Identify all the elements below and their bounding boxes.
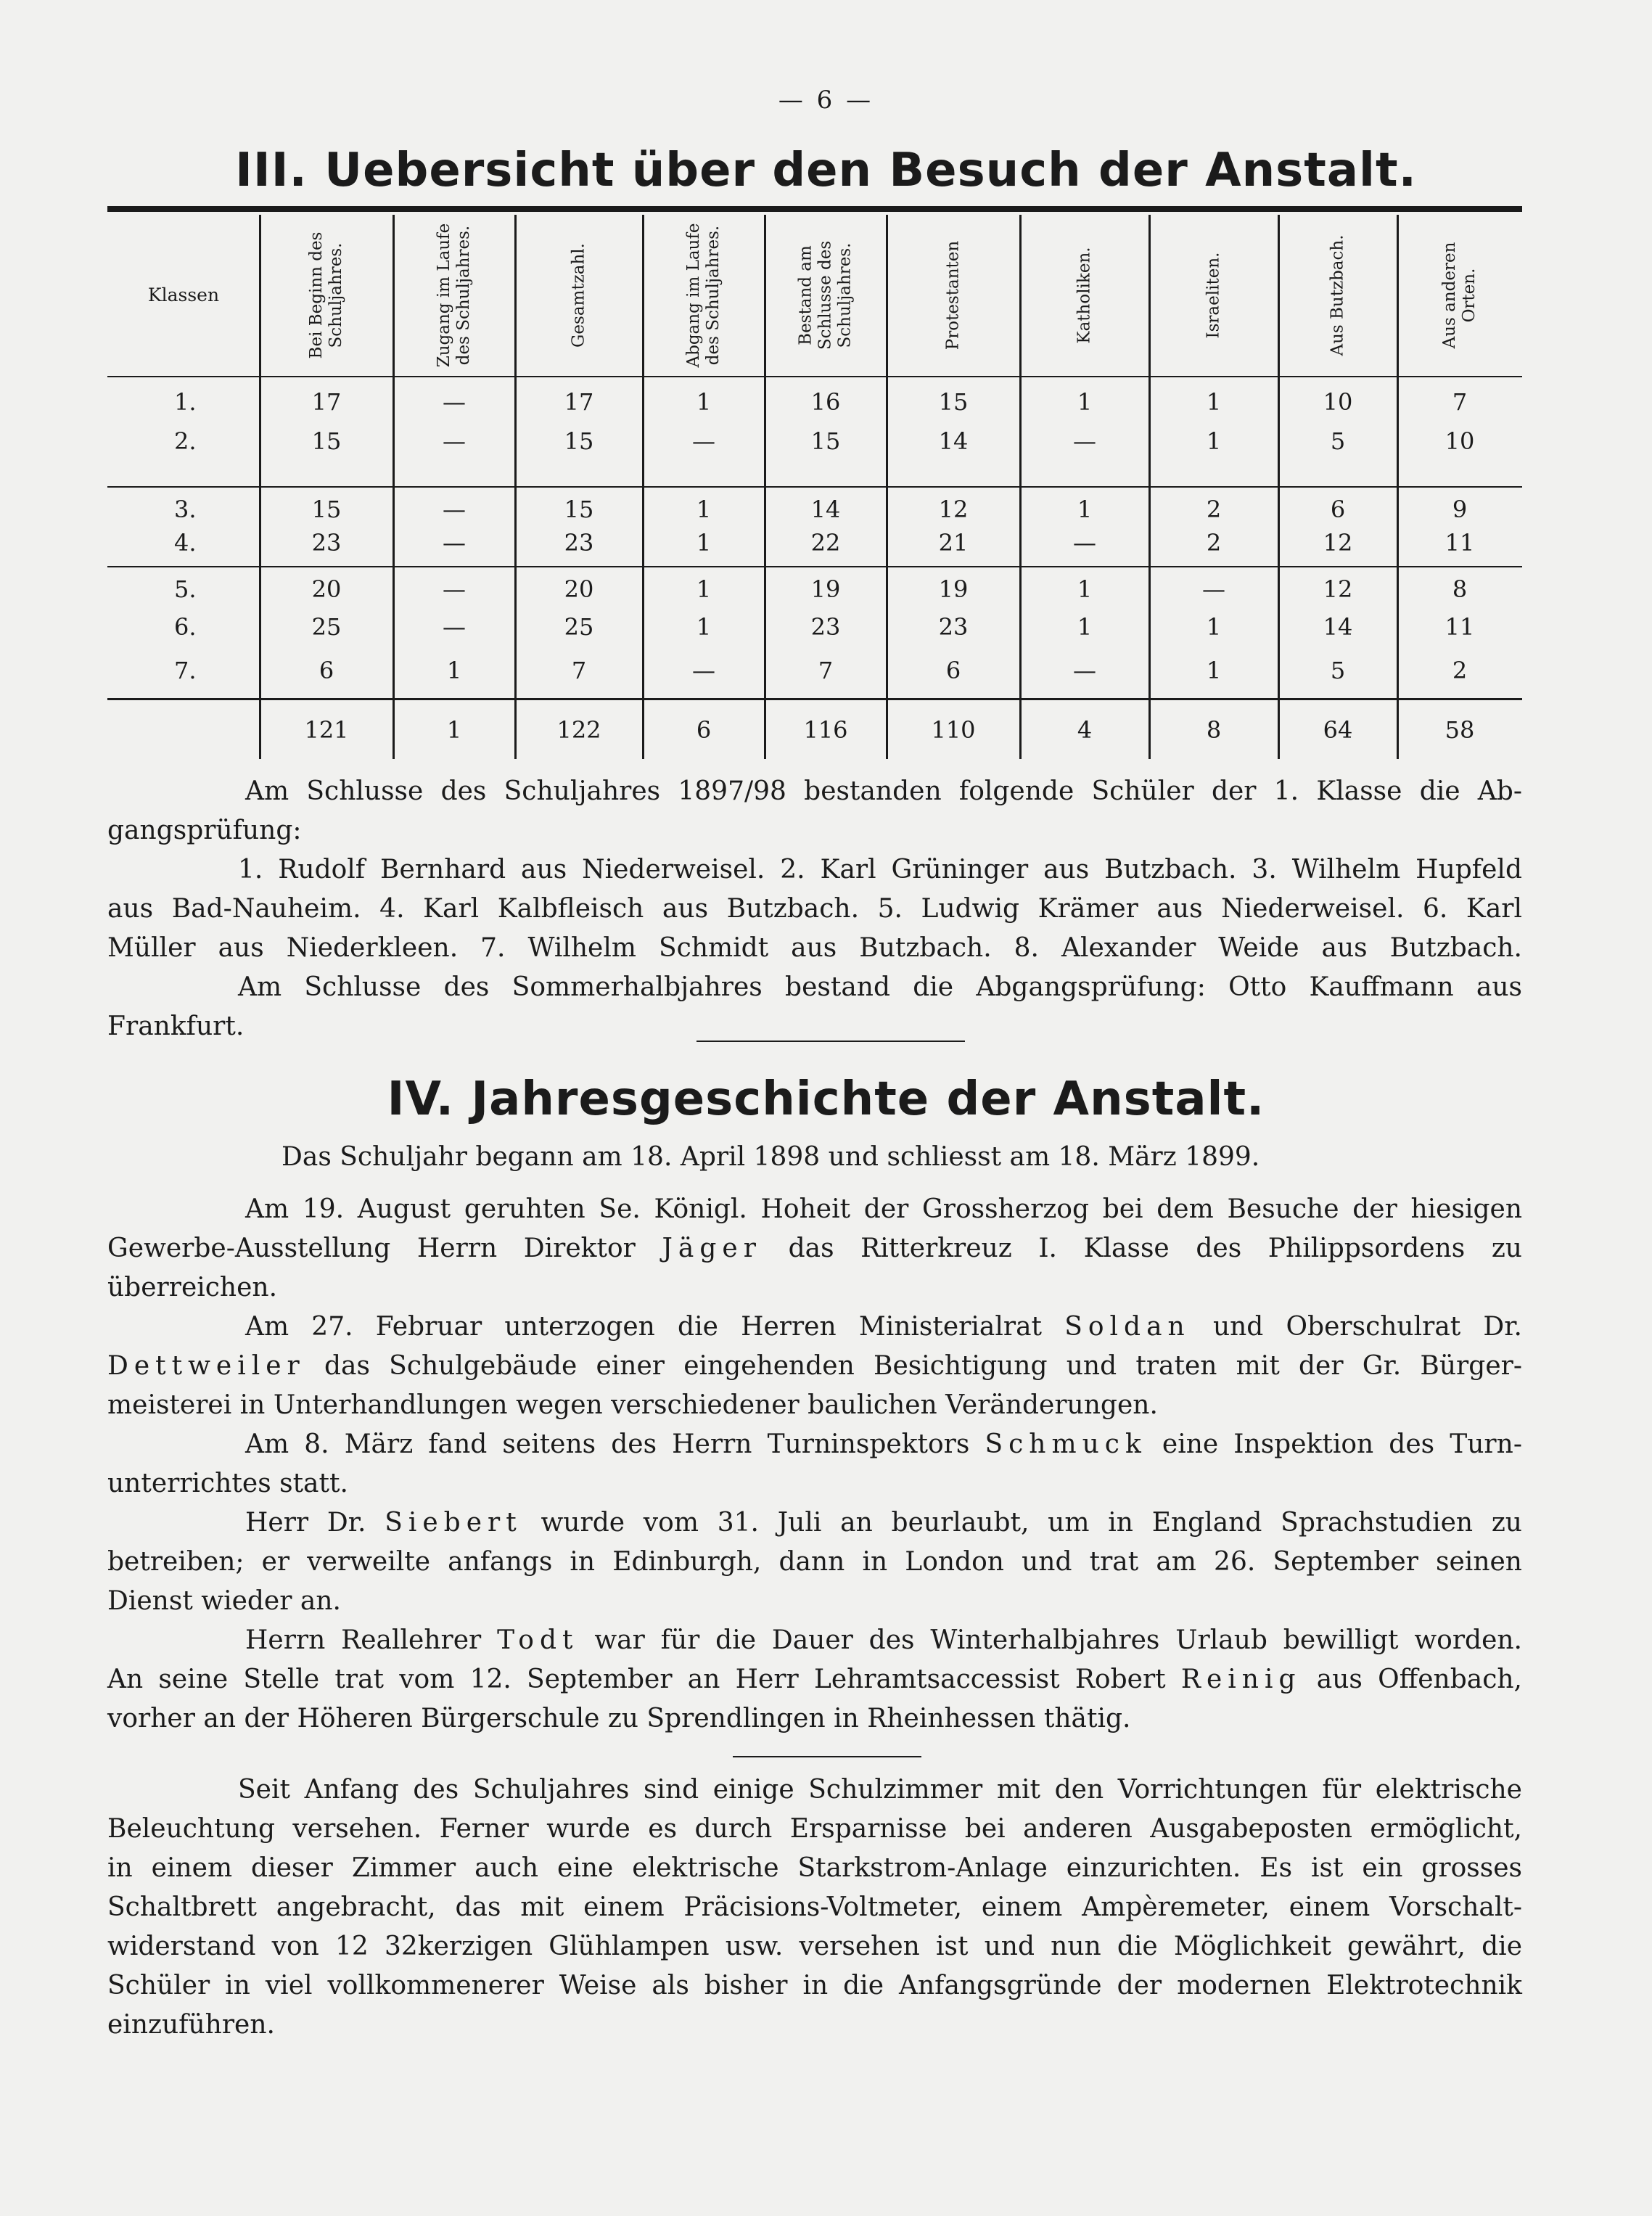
table-cell: 7 — [1452, 388, 1468, 416]
table-cell: — — [692, 427, 715, 455]
history-text: war für die Dauer des Winterhalbjahres Urlaub bewilligt worden. — [594, 1625, 1523, 1655]
table-cell: 9 — [1452, 496, 1468, 523]
table-cell: — — [443, 496, 466, 523]
table-cell: 2 — [1452, 657, 1468, 684]
table-cell: 6 — [319, 657, 334, 684]
table-cell: 15 — [564, 427, 594, 455]
header-total — [515, 215, 643, 376]
exam-paragraph-line: gangsprüfung: — [107, 816, 302, 845]
table-cell: 1 — [1077, 388, 1093, 416]
total-cell: 58 — [1445, 716, 1475, 744]
section-divider — [696, 1041, 965, 1042]
table-cell: 5 — [1330, 657, 1346, 684]
history-text: das Schulgebäude einer eingehenden Besichtigung und traten mit der Gr. Bürger- — [324, 1351, 1522, 1381]
table-cell: 17 — [311, 388, 342, 416]
history-text: Herrn Reallehrer — [245, 1625, 482, 1655]
table-cell: — — [443, 427, 466, 455]
title-rule — [107, 206, 1522, 212]
table-cell: 1 — [1206, 657, 1222, 684]
header-israelites — [1149, 215, 1278, 376]
total-cell: 4 — [1077, 716, 1093, 744]
table-cell: 23 — [311, 529, 342, 557]
table-cell: 15 — [311, 427, 342, 455]
history-line: unterrichtes statt. — [107, 1469, 348, 1498]
header-klassen: Klassen — [147, 284, 220, 305]
table-cell: 12 — [1323, 575, 1353, 603]
table-cell: — — [1202, 575, 1225, 603]
table-cell: 11 — [1445, 613, 1475, 641]
attendance-table — [107, 215, 1522, 760]
table-cell: 1 — [696, 496, 712, 523]
table-cell: 23 — [810, 613, 841, 641]
table-cell: 10 — [1445, 427, 1475, 455]
history-text: Am 27. Februar unterzogen die Herren Ministerialrat — [245, 1312, 1043, 1342]
electrical-line: Seit Anfang des Schuljahres sind einige Schulzimmer mit den Vorrichtungen für elektrische — [238, 1775, 1522, 1805]
history-line: Dienst wieder an. — [107, 1586, 341, 1616]
total-cell: 110 — [931, 716, 976, 744]
page-number: — 6 — — [778, 86, 874, 115]
history-text: An seine Stelle trat vom 12. September an Herr Lehramtsaccessist Robert — [107, 1665, 1166, 1694]
table-cell: 1 — [1077, 613, 1093, 641]
table-cell: 14 — [1323, 613, 1353, 641]
table-cell: — — [443, 575, 466, 603]
table-cell: 16 — [810, 388, 841, 416]
person-name: Reinig — [1180, 1665, 1302, 1694]
table-cell: 15 — [938, 388, 969, 416]
table-cell: 15 — [564, 496, 594, 523]
person-name: Schmuck — [985, 1429, 1147, 1459]
electrical-line: Schüler in viel vollkommenerer Weise als bisher in die Anfangsgründe der modernen Elektrotechnik — [107, 1971, 1522, 2000]
table-cell: 15 — [810, 427, 841, 455]
table-cell: 23 — [938, 613, 969, 641]
table-cell: 1 — [1077, 496, 1093, 523]
header-label: Bestand am Schlusse des Schuljahres. — [796, 240, 855, 350]
total-cell: 64 — [1323, 716, 1353, 744]
table-cell: 15 — [311, 496, 342, 523]
person-name: Todt — [497, 1625, 579, 1655]
table-cell: 6 — [1330, 496, 1346, 523]
total-cell: 1 — [446, 716, 462, 744]
history-line — [107, 1347, 1522, 1386]
history-line: betreiben; er verweilte anfangs in Edinburgh, dann in London und trat am 26. September seinen — [107, 1547, 1522, 1577]
total-cell: 121 — [304, 716, 349, 744]
table-cell: 1 — [696, 613, 712, 641]
header-beginning — [260, 215, 393, 376]
exam-paragraph-line: Am Schlusse des Schuljahres 1897/98 bestanden folgende Schüler der 1. Klasse die Ab- — [245, 776, 1522, 806]
row-separator — [107, 486, 1522, 488]
history-line — [107, 1660, 1522, 1699]
header-end-count — [765, 215, 887, 376]
class-label: 1. — [174, 388, 197, 416]
electrical-line: in einem dieser Zimmer auch eine elektrische Starkstrom-Anlage einzurichten. Es ist ein grosses — [107, 1853, 1522, 1883]
table-cell: 7 — [571, 657, 587, 684]
table-cell: — — [1073, 529, 1096, 557]
table-cell: 20 — [564, 575, 594, 603]
header-label: Protestanten — [943, 240, 963, 350]
graduates-line: 1. Rudolf Bernhard aus Niederweisel. 2. Karl Grüninger aus Butzbach. 3. Wilhelm Hupfeld — [238, 855, 1522, 885]
table-cell: 11 — [1445, 529, 1475, 557]
history-line — [107, 1503, 1522, 1543]
table-cell: 25 — [564, 613, 594, 641]
table-cell: 7 — [818, 657, 834, 684]
table-cell: 1 — [1206, 427, 1222, 455]
table-cell: — — [443, 529, 466, 557]
table-cell: 1 — [1206, 388, 1222, 416]
history-line — [107, 1308, 1522, 1347]
section-4-title: IV. Jahresgeschichte der Anstalt. — [387, 1072, 1265, 1126]
history-text: aus Offenbach, — [1316, 1665, 1523, 1694]
paragraph-divider — [733, 1756, 921, 1757]
table-cell: 19 — [810, 575, 841, 603]
table-cell: 1 — [1077, 575, 1093, 603]
history-text: wurde vom 31. Juli an beurlaubt, um in England Sprachstudien zu — [541, 1508, 1522, 1538]
electrical-line: einzuführen. — [107, 2010, 275, 2040]
table-cell: 8 — [1452, 575, 1468, 603]
row-separator — [107, 566, 1522, 567]
total-cell: 6 — [696, 716, 712, 744]
class-label: 3. — [174, 496, 197, 523]
table-cell: 1 — [696, 388, 712, 416]
table-cell: 21 — [938, 529, 969, 557]
table-cell: 20 — [311, 575, 342, 603]
header-label: Zugang im Laufe des Schuljahres. — [435, 223, 473, 368]
history-text: Herr Dr. — [245, 1508, 366, 1538]
header-label: Gesamtzahl. — [569, 243, 588, 348]
table-cell: 5 — [1330, 427, 1346, 455]
electrical-paragraph — [107, 1770, 1522, 2045]
header-intake — [393, 215, 515, 376]
total-cell: 122 — [556, 716, 601, 744]
total-cell: 116 — [803, 716, 848, 744]
school-year-line: Das Schuljahr begann am 18. April 1898 und schliesst am 18. März 1899. — [282, 1142, 1260, 1172]
table-cell: 25 — [311, 613, 342, 641]
table-cell: 2 — [1206, 529, 1222, 557]
class-label: 6. — [174, 613, 197, 641]
table-cell: — — [443, 613, 466, 641]
header-from-butzbach — [1278, 215, 1397, 376]
table-cell: 6 — [945, 657, 961, 684]
electrical-line: widerstand von 12 32kerzigen Glühlampen usw. versehen ist und nun die Möglichkeit gewährt, die — [107, 1932, 1522, 1961]
table-cell: 23 — [564, 529, 594, 557]
table-cell: — — [692, 657, 715, 684]
table-cell: 14 — [810, 496, 841, 523]
person-name: Soldan — [1064, 1312, 1191, 1342]
table-cell: 19 — [938, 575, 969, 603]
electrical-line: Beleuchtung versehen. Ferner wurde es durch Ersparnisse bei anderen Ausgabeposten ermöglicht, — [107, 1814, 1522, 1844]
electrical-line: Schaltbrett angebracht, das mit einem Präcisions-Voltmeter, einem Ampèremeter, einem Vorschalt- — [107, 1892, 1522, 1922]
table-cell: 1 — [446, 657, 462, 684]
header-label: Bei Beginn des Schuljahres. — [307, 231, 345, 359]
history-line: überreichen. — [107, 1273, 278, 1302]
table-cell: 12 — [1323, 529, 1353, 557]
history-text: Am 8. März fand seitens des Herrn Turninspektors — [245, 1429, 970, 1459]
header-departures — [643, 215, 765, 376]
table-cell: 1 — [696, 529, 712, 557]
table-cell: — — [1073, 657, 1096, 684]
section-3-title: III. Uebersicht über den Besuch der Anstalt. — [235, 144, 1417, 197]
history-line: Am 19. August geruhten Se. Königl. Hoheit der Grossherzog bei dem Besuche der hiesigen — [245, 1194, 1522, 1224]
person-name: Jäger — [662, 1234, 762, 1263]
section-3-text — [107, 772, 1522, 1046]
total-cell: 8 — [1206, 716, 1222, 744]
person-name: Dettweiler — [107, 1351, 305, 1381]
history-line — [107, 1425, 1522, 1464]
class-label: 7. — [174, 657, 197, 684]
table-cell: 1 — [1206, 613, 1222, 641]
history-line: meisterei in Unterhandlungen wegen verschiedener baulichen Veränderungen. — [107, 1390, 1158, 1420]
table-cell: 22 — [810, 529, 841, 557]
history-text: das Ritterkreuz I. Klasse des Philippsordens zu — [788, 1234, 1522, 1263]
section-4-text — [107, 1138, 1522, 1739]
header-catholics — [1020, 215, 1149, 376]
history-line: vorher an der Höheren Bürgerschule zu Sprendlingen in Rheinhessen thätig. — [107, 1704, 1131, 1733]
header-other-towns — [1397, 215, 1522, 376]
table-cell: 2 — [1206, 496, 1222, 523]
table-cell: 14 — [938, 427, 969, 455]
table-cell: — — [443, 388, 466, 416]
table-cell: 1 — [696, 575, 712, 603]
history-line — [107, 1621, 1522, 1660]
header-label: Aus anderen Orten. — [1440, 242, 1479, 349]
header-label: Israeliten. — [1204, 252, 1223, 339]
table-cell: 17 — [564, 388, 594, 416]
table-cell: 10 — [1323, 388, 1353, 416]
class-label: 4. — [174, 529, 197, 557]
totals-separator — [107, 698, 1522, 700]
graduates-line: aus Bad-Nauheim. 4. Karl Kalbfleisch aus Butzbach. 5. Ludwig Krämer aus Niederweisel. 6. Karl — [107, 894, 1522, 924]
header-protestants — [887, 215, 1020, 376]
header-label: Katholiken. — [1074, 247, 1094, 344]
header-separator — [107, 376, 1522, 377]
table-cell: 12 — [938, 496, 969, 523]
graduates-line: Müller aus Niederkleen. 7. Wilhelm Schmidt aus Butzbach. 8. Alexander Weide aus Butzbach. — [107, 933, 1522, 963]
class-label: 2. — [174, 427, 197, 455]
header-label: Abgang im Laufe des Schuljahres. — [684, 223, 723, 368]
history-text: eine Inspektion des Turn- — [1162, 1429, 1522, 1459]
header-label: Aus Butzbach. — [1328, 234, 1347, 356]
person-name: Siebert — [385, 1508, 522, 1538]
history-line — [107, 1229, 1522, 1268]
summer-exam-line: Am Schlusse des Sommerhalbjahres bestand die Abgangsprüfung: Otto Kauffmann aus Frankfurt. — [107, 972, 1522, 1041]
history-text: und Oberschulrat Dr. — [1212, 1312, 1522, 1342]
history-text: Gewerbe-Ausstellung Herrn Direktor — [107, 1234, 636, 1263]
table-cell: — — [1073, 427, 1096, 455]
class-label: 5. — [174, 575, 197, 603]
